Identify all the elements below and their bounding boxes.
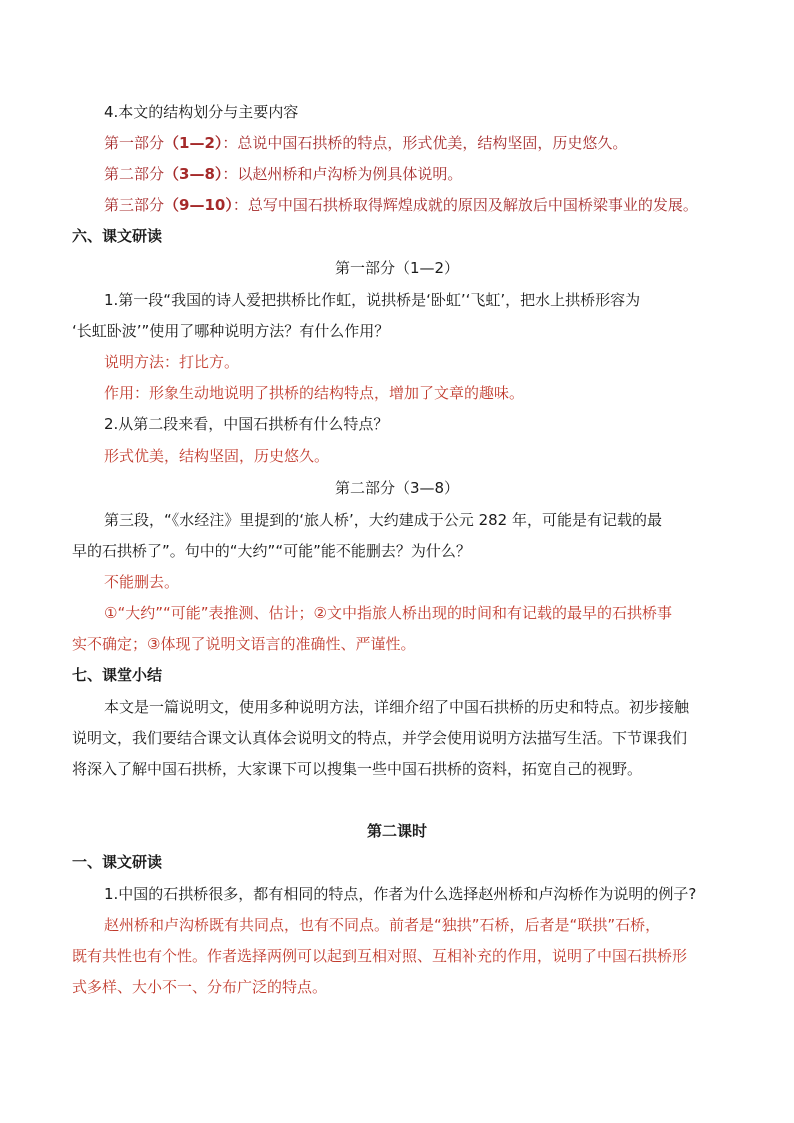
question-1-line-1: 1.第一段“我国的诗人爱把拱桥比作虹，说拱桥是‘卧虹’‘飞虹’，把水上拱桥形容为 <box>104 291 641 309</box>
answer-1-effect: 作用：形象生动地说明了拱桥的结构特点，增加了文章的趣味。 <box>104 384 525 402</box>
lesson-2-question-1: 1.中国的石拱桥很多，都有相同的特点，作者为什么选择赵州桥和卢沟桥作为说明的例子? <box>104 885 697 903</box>
answer-1-method: 说明方法：打比方。 <box>104 353 240 371</box>
answer-3-short: 不能删去。 <box>104 573 180 591</box>
part-1-range: （1—2） <box>164 134 223 152</box>
structure-part-2 <box>104 164 754 184</box>
answer-3-line-1: ①“大约”“可能”表推测、估计；②文中指旅人桥出现的时间和有记载的最早的石拱桥事 <box>104 604 672 622</box>
part-2-text: ：以赵州桥和卢沟桥为例具体说明。 <box>222 165 463 183</box>
structure-part-1 <box>104 133 754 153</box>
summary-line-2: 说明文，我们要结合课文认真体会说明文的特点，并学会使用说明方法描写生活。下节课我们 <box>72 729 688 747</box>
part-2-label: 第二部分 <box>104 165 165 183</box>
part-1-text: ：总说中国石拱桥的特点，形式优美，结构坚固，历史悠久。 <box>222 134 628 152</box>
summary-line-1: 本文是一篇说明文，使用多种说明方法，详细介绍了中国石拱桥的历史和特点。初步接触 <box>104 698 690 716</box>
lesson-2-answer-line-3: 式多样、大小不一、分布广泛的特点。 <box>72 978 328 996</box>
part-2-range: （3—8） <box>164 165 223 183</box>
lesson-2-answer-line-1: 赵州桥和卢沟桥既有共同点，也有不同点。前者是“独拱”石桥，后者是“联拱”石桥， <box>104 916 661 934</box>
answer-2: 形式优美，结构坚固，历史悠久。 <box>104 447 330 465</box>
question-3-line-1: 第三段，“《水经注》里提到的‘旅人桥’，大约建成于公元 282 年，可能是有记载的最 <box>104 511 662 529</box>
question-2: 2.从第二段来看，中国石拱桥有什么特点？ <box>104 415 389 433</box>
question-1-line-2: ‘长虹卧波’”使用了哪种说明方法？有什么作用？ <box>72 322 390 340</box>
question-3-line-2: 早的石拱桥了”。句中的“大约”“可能”能不能删去？为什么？ <box>72 542 471 560</box>
structure-part-3 <box>104 195 754 215</box>
part-1-title: 第一部分（1—2） <box>334 259 460 277</box>
part-3-label: 第三部分 <box>104 196 165 214</box>
lesson-2-heading: 一、课文研读 <box>72 853 163 871</box>
part-1-label: 第一部分 <box>104 134 165 152</box>
answer-3-line-2: 实不确定；③体现了说明文语言的准确性、严谨性。 <box>72 635 416 653</box>
section-6-heading: 六、课文研读 <box>72 227 163 245</box>
lesson-2-answer-line-2: 既有共性也有个性。作者选择两例可以起到互相对照、互相补充的作用，说明了中国石拱桥形 <box>72 947 688 965</box>
lesson-2-title: 第二课时 <box>366 822 427 840</box>
part-2-title: 第二部分（3—8） <box>334 479 460 497</box>
part-3-text: ：总写中国石拱桥取得辉煌成就的原因及解放后中国桥梁事业的发展。 <box>232 196 698 214</box>
section-4-title: 4.本文的结构划分与主要内容 <box>104 103 299 121</box>
summary-line-3: 将深入了解中国石拱桥，大家课下可以搜集一些中国石拱桥的资料，拓宽自己的视野。 <box>72 760 643 778</box>
part-3-range: （9—10） <box>164 196 233 214</box>
section-7-heading: 七、课堂小结 <box>72 666 163 684</box>
